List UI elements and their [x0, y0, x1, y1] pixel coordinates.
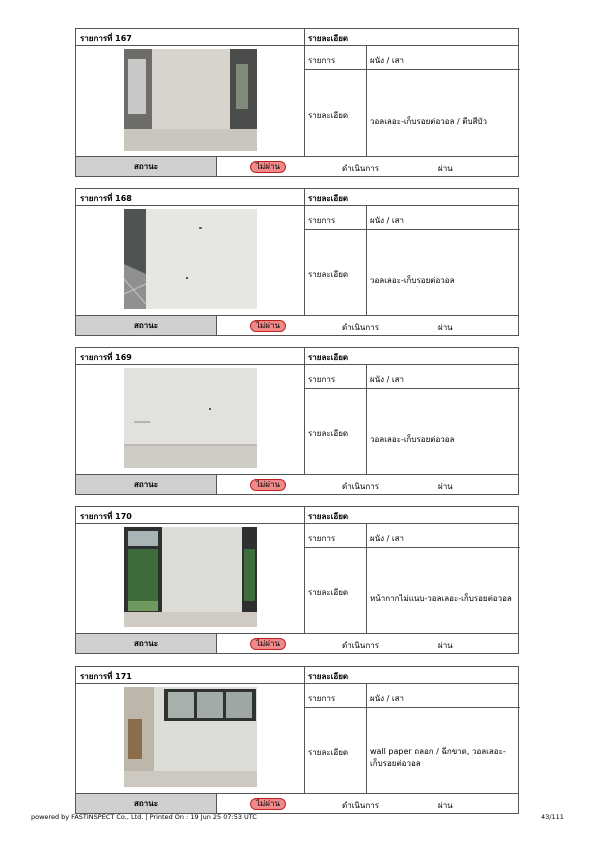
status-bar [76, 315, 518, 335]
inspection-card-170 [75, 506, 519, 654]
status-label: สถานะ [76, 475, 217, 494]
detail-value-line1: wall paper ถลอก / ฉีกขาด, วอลเลอะ- [370, 747, 506, 756]
status-fail-badge: ไม่ผ่าน [250, 161, 286, 173]
card-header [76, 189, 518, 206]
card-header [76, 667, 518, 684]
item-label: รายการ [308, 216, 336, 225]
detail-label: รายละเอียด [308, 748, 349, 757]
detail-label: รายละเอียด [308, 270, 349, 279]
item-value: ผนัง / เสา [370, 534, 404, 543]
status-fail-badge: ไม่ผ่าน [250, 638, 286, 650]
inspection-photo [124, 368, 257, 468]
status-in-progress: ดำเนินการ [342, 164, 379, 173]
detail-value: วอลเลอะ-เก็บรอยต่อวอล / ตีบสีบัว [370, 117, 487, 126]
details-header: รายละเอียด [308, 34, 349, 43]
status-pass: ผ่าน [438, 323, 453, 332]
inspection-photo [124, 527, 257, 627]
item-number: รายการที่ 170 [80, 512, 132, 521]
details-header: รายละเอียด [308, 512, 349, 521]
status-label: สถานะ [76, 157, 217, 176]
status-bar [76, 474, 518, 494]
status-pass: ผ่าน [438, 801, 453, 810]
item-label: รายการ [308, 534, 336, 543]
status-pass: ผ่าน [438, 482, 453, 491]
status-fail-badge: ไม่ผ่าน [250, 320, 286, 332]
detail-label: รายละเอียด [308, 429, 349, 438]
item-label: รายการ [308, 375, 336, 384]
detail-value: หน้ากากไม่แนบ-วอลเลอะ-เก็บรอยต่อวอล [370, 594, 512, 603]
card-header [76, 348, 518, 365]
details-header: รายละเอียด [308, 353, 349, 362]
footer-powered-by: powered by FASTINSPECT Co., Ltd. | Printed On : 19 Jun 25 07:53 UTC [31, 813, 257, 821]
item-value: ผนัง / เสา [370, 216, 404, 225]
status-bar [76, 633, 518, 653]
item-number: รายการที่ 171 [80, 672, 132, 681]
status-label: สถานะ [76, 634, 217, 653]
inspection-card-167 [75, 28, 519, 177]
detail-label: รายละเอียด [308, 588, 349, 597]
item-label: รายการ [308, 694, 336, 703]
details-header: รายละเอียด [308, 194, 349, 203]
inspection-photo [124, 687, 257, 787]
item-number: รายการที่ 169 [80, 353, 132, 362]
detail-value: วอลเลอะ-เก็บรอยต่อวอล [370, 435, 455, 444]
item-label: รายการ [308, 56, 336, 65]
detail-value: วอลเลอะ-เก็บรอยต่อวอล [370, 276, 455, 285]
status-label: สถานะ [76, 794, 217, 813]
status-fail-badge: ไม่ผ่าน [250, 479, 286, 491]
item-number: รายการที่ 167 [80, 34, 132, 43]
item-value: ผนัง / เสา [370, 694, 404, 703]
card-header [76, 507, 518, 524]
status-bar [76, 793, 518, 813]
page-number: 43/111 [541, 813, 564, 821]
item-number: รายการที่ 168 [80, 194, 132, 203]
status-fail-badge: ไม่ผ่าน [250, 798, 286, 810]
details-header: รายละเอียด [308, 672, 349, 681]
detail-label: รายละเอียด [308, 111, 349, 120]
status-in-progress: ดำเนินการ [342, 482, 379, 491]
inspection-card-168 [75, 188, 519, 336]
status-bar [76, 156, 518, 176]
status-pass: ผ่าน [438, 641, 453, 650]
status-in-progress: ดำเนินการ [342, 801, 379, 810]
status-in-progress: ดำเนินการ [342, 323, 379, 332]
status-pass: ผ่าน [438, 164, 453, 173]
inspection-photo [124, 49, 257, 151]
item-value: ผนัง / เสา [370, 56, 404, 65]
item-value: ผนัง / เสา [370, 375, 404, 384]
status-label: สถานะ [76, 316, 217, 335]
card-header [76, 29, 518, 46]
inspection-card-169 [75, 347, 519, 495]
inspection-card-171 [75, 666, 519, 814]
status-in-progress: ดำเนินการ [342, 641, 379, 650]
inspection-photo [124, 209, 257, 309]
detail-value-line2: เก็บรอยต่อวอล [370, 759, 421, 768]
